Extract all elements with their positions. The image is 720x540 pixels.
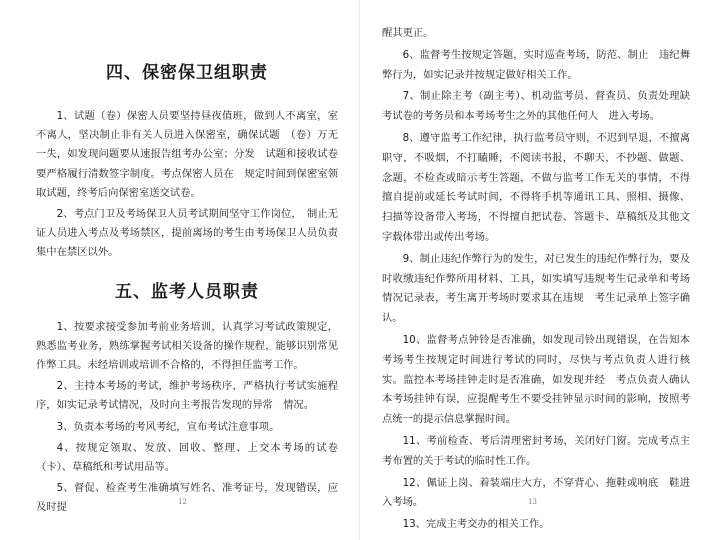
section4-item-2: 2、考点门卫及考场保卫人员考试期间坚守工作岗位， 制止无证人员进入考点及考场禁区，提前离场的考生由考场保卫人员负责集中在禁区以外。 [36, 208, 338, 259]
page-number-left: 12 [178, 498, 187, 506]
section5-item-1: 1、按要求接受参加考前业务培训，认真学习考试政策规定，熟悉监考业务，熟练掌握考试相关设备的操作规程，能够识别常见作弊工具。未经培训或培训不合格的，不得担任监考工作。 [36, 320, 338, 372]
section5-item-11: 11、考前检查、考后清理密封考场，关闭好门窗。完成考点主考布置的关于考试的临时性工作。 [382, 434, 690, 467]
section5-item-3: 3、负责本考场的考风考纪，宣布考试注意事项。 [56, 420, 280, 433]
section5-item-9: 9、制止违纪作弊行为的发生，对已发生的违纪作弊行为，要及时收缴违纪作弊所用材料、工具，如实填写违规考生记录单和考场情况记录表，考生离开考场时要求其在违规 考生记录单上签字确认。 [382, 252, 690, 325]
section5-item-2: 2、主持本考场的考试，维护考场秩序，严格执行考试实施程序，如实记录考试情况，及时向主考报告发现的异常 情况。 [36, 380, 338, 412]
section5-item-5: 5、督促、检查考生准确填写姓名、准考证号，发现错误，应及时提 [36, 482, 338, 514]
right-page [360, 0, 720, 540]
section5-item-12: 12、佩证上岗、着装端庄大方，不穿背心、拖鞋或响底 鞋进入考场。 [382, 476, 690, 509]
section5-item-7: 7、制止除主考（副主考）、机动监考员、督查员、负责处理缺考试卷的考务员和本考场考生之外的其他任何人 进入考场。 [382, 90, 690, 123]
section4-item-1: 1、试题（卷）保密人员要坚持昼夜值班，做到人不离室，室不离人，坚决制止非有关人员进入保密室，确保试题 （卷）万无一失，如发现问题要从速报告组考办公室；分发 试题和接收试卷要严格履行清数签字制度。考点保密人员在 规定时间到保密室领取试题，终考后向保密室送交试卷。 [36, 110, 338, 199]
section5-item-4: 4、按规定领取、发放、回收、整理、上交本考场的试卷（卡）、草稿纸和考试用品等。 [36, 441, 338, 474]
section5-item-10: 10、监督考点钟铃是否准确，如发现司铃出现错误，在告知本考场考生按规定时间进行考试的同时，尽快与考点负责人进行核实。监控本考场挂钟走时是否准确，如发现并经 考点负责人确认本考场挂钟有误，应提醒考生不要受挂钟显示时间的影响，按照考点统一的提示信息掌握时间。 [382, 333, 690, 426]
section5-item-8: 8、遵守监考工作纪律，执行监考员守则，不迟到早退，不擅离职守，不吸烟，不打瞌睡，不阅读书报，不聊天，不抄题、做题、念题，不检查或暗示考生答题，不做与监考工作无关的事情，不得擅自提前或延长考试时间，不得将手机等通讯工具、照相、摄像、扫描等设备带入考场，不得擅自把试卷、答题卡、草稿纸及其他文字载体带出或传出考场。 [382, 131, 690, 243]
section5-item-13: 13、完成主考交办的相关工作。 [402, 518, 550, 531]
continuation-text: 醒其更正。 [382, 27, 434, 39]
section5-item-6: 6、监督考生按规定答题，实时巡查考场，防范、制止 违纪舞弊行为，如实记录并按规定做好相关工作。 [382, 48, 690, 81]
section5-title: 五、监考人员职责 [115, 281, 259, 302]
section4-title: 四、保密保卫组职责 [106, 63, 268, 83]
page-number-right: 13 [528, 498, 537, 506]
